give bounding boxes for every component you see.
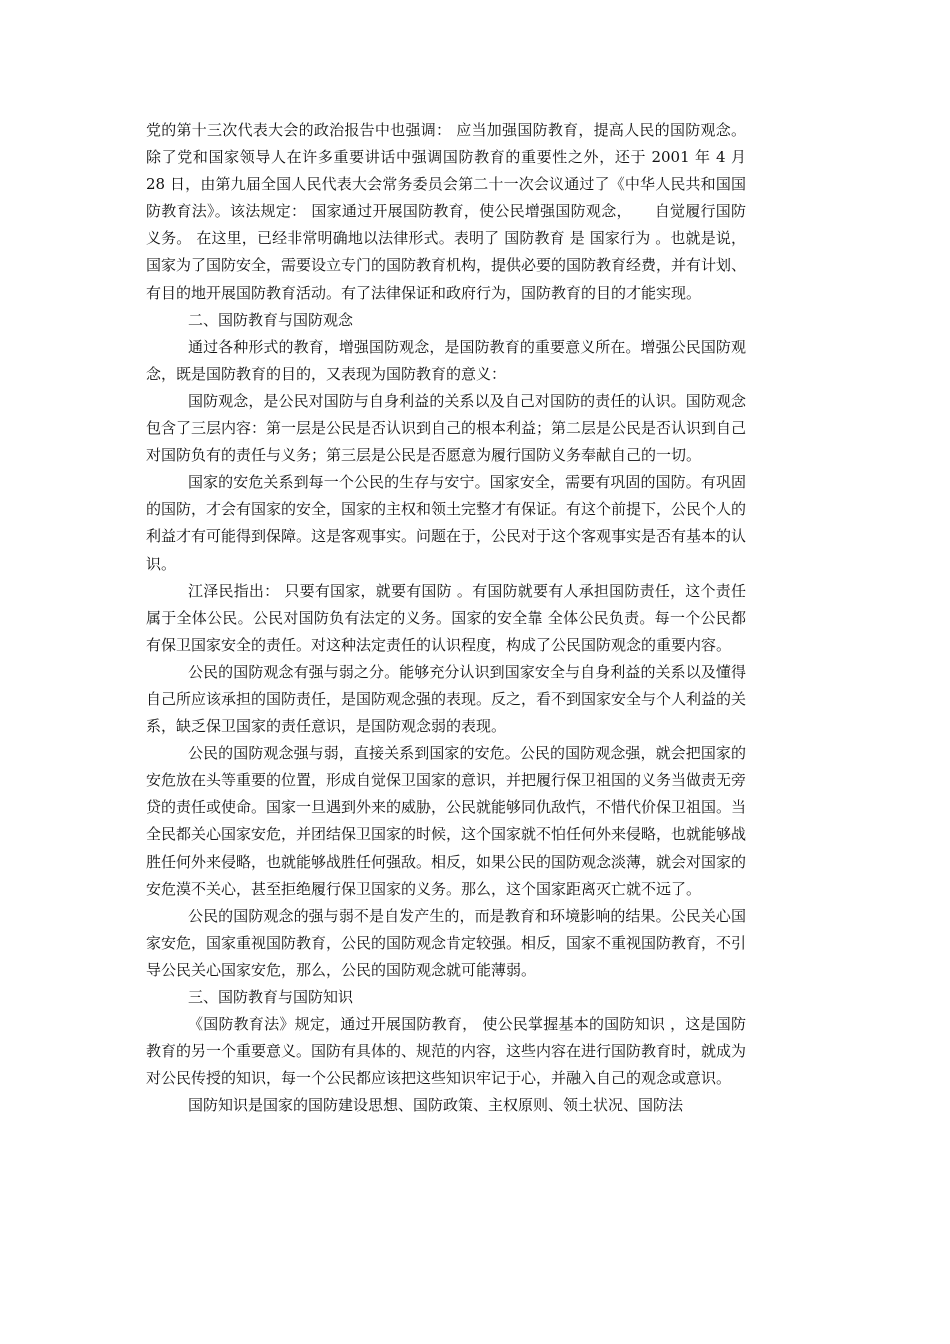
paragraph: 《国防教育法》规定，通过开展国防教育， 使公民掌握基本的国防知识 ，这是国防教育的另一个重要意义。国防有具体的、规范的内容，这些内容在进行国防教育时，就成为对公民传授的知识，每一个公民都应该把这些知识牢记于心，并融入自己的观念或意识。	[146, 1015, 747, 1088]
paragraph: 通过各种形式的教育，增强国防观念，是国防教育的重要意义所在。增强公民国防观念，既是国防教育的目的，又表现为国防教育的意义：	[146, 337, 746, 383]
paragraph-intro: 党的第十三次代表大会的政治报告中也强调： 应当加强国防教育，提高人民的国防观念。 除了党和国家领导人在许多重要讲话中强调国防教育的重要性之外，还于 2001 年 4 月 28 日，由第九届全国人民代表大会常务委员会第二十一次会议通过了《中华人民共和国国防教育法》。该法规定： 国家通过开展国防教育，使公民增强国防观念， 自觉履行国防义务。 在这里，已经非常明确地以法律形式。表明了 国防教育 是 国家行为 。也就是说，国家为了国防安全，需要设立专门的国防教育机构，提供必要的国防教育经费，并有计划、有目的地开展国防教育活动。有了法律保证和政府行为，国防教育的目的才能实现。	[146, 121, 747, 302]
section-heading-3: 三、国防教育与国防知识	[188, 988, 354, 1006]
paragraph: 江泽民指出： 只要有国家，就要有国防 。有国防就要有人承担国防责任，这个责任属于全体公民。公民对国防负有法定的义务。国家的安全靠 全体公民负责。每一个公民都有保卫国家安全的责任。对这种法定责任的认识程度，构成了公民国防观念的重要内容。	[146, 581, 746, 654]
paragraph: 国家的安危关系到每一个公民的生存与安宁。国家安全，需要有巩固的国防。有巩固的国防，才会有国家的安全，国家的主权和领土完整才有保证。有这个前提下，公民个人的利益才有可能得到保障。这是客观事实。问题在于，公民对于这个客观事实是否有基本的认识。	[146, 473, 747, 573]
document-body	[146, 117, 746, 1119]
paragraph: 国防知识是国家的国防建设思想、国防政策、主权原则、领土状况、国防法	[188, 1096, 684, 1115]
paragraph: 国防观念，是公民对国防与自身利益的关系以及自己对国防的责任的认识。国防观念包含了三层内容：第一层是公民是否认识到自己的根本利益；第二层是公民是否认识到自己对国防负有的责任与义务；第三层是公民是否愿意为履行国防义务奉献自己的一切。	[146, 391, 747, 465]
paragraph: 公民的国防观念强与弱，直接关系到国家的安危。公民的国防观念强，就会把国家的安危放在头等重要的位置，形成自觉保卫国家的意识，并把履行保卫祖国的义务当做责无旁贷的责任或使命。国家一旦遇到外来的威胁，公民就能够同仇敌忾，不惜代价保卫祖国。当全民都关心国家安危，并团结保卫国家的时候，这个国家就不怕任何外来侵略，也就能够战胜任何外来侵略，也就能够战胜任何强敌。相反，如果公民的国防观念淡薄，就会对国家的安危漠不关心，甚至拒绝履行保卫国家的义务。那么，这个国家距离灭亡就不远了。	[146, 744, 747, 898]
paragraph: 公民的国防观念的强与弱不是自发产生的，而是教育和环境影响的结果。公民关心国家安危，国家重视国防教育，公民的国防观念肯定较强。相反，国家不重视国防教育，不引导公民关心国家安危，那么，公民的国防观念就可能薄弱。	[146, 906, 747, 979]
paragraph: 公民的国防观念有强与弱之分。能够充分认识到国家安全与自身利益的关系以及懂得自己所应该承担的国防责任，是国防观念强的表现。反之，看不到国家安全与个人利益的关系，缺乏保卫国家的责任意识，是国防观念弱的表现。	[146, 662, 747, 736]
section-heading-2: 二、国防教育与国防观念	[188, 310, 354, 329]
